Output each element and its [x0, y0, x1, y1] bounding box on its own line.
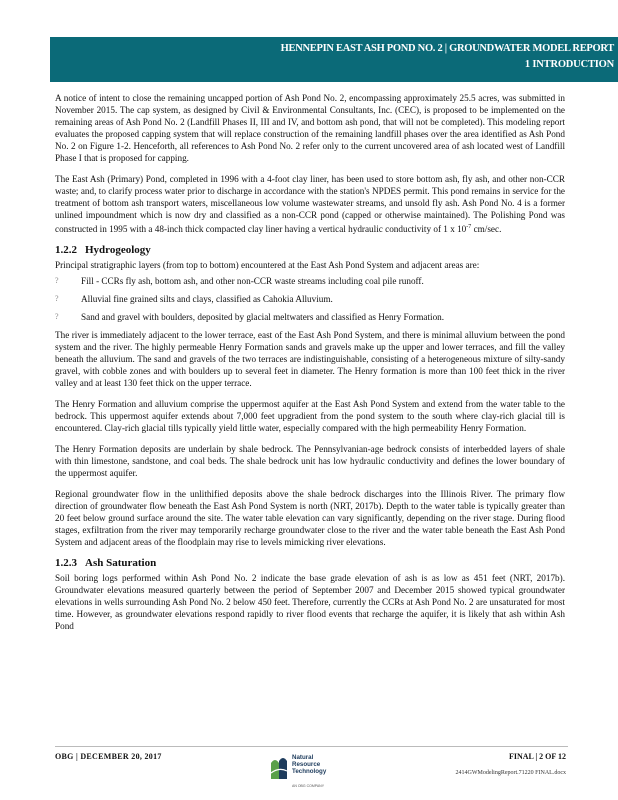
hydro-paragraph-bedrock: The Henry Formation deposits are underlain by shale bedrock. The Pennsylvanian-age bedrock consists of interbedded layers of shale with thin limestone, sandstone, and coal beds. The shale bedrock unit has low hydraulic conductivity and defines the lower boundary of the uppermost aquifer.: [55, 444, 565, 479]
report-title: HENNEPIN EAST ASH POND NO. 2 | GROUNDWATER MODEL REPORT: [280, 43, 614, 54]
footer-divider: [55, 746, 568, 747]
list-item: [55, 275, 565, 287]
logo-line: Resource: [292, 761, 321, 768]
para2-end: cm/sec.: [471, 224, 502, 235]
document-body: [55, 92, 565, 641]
heading-number: 1.2.3: [55, 557, 77, 570]
list-item-text: Alluvial fine grained silts and clays, classified as Cahokia Alluvium.: [81, 294, 333, 305]
intro-paragraph-1: A notice of intent to close the remaining uncapped portion of Ash Pond No. 2, encompassing approximately 25.5 acres, was submitted in November 2015. The cap system, as designed by Civil & Environmental Consultants, Inc. (CEC), is proposed to be implemented on the remaining areas of Ash Pond No. 2 (Landfill Phases II, III and IV, and bottom ash pond, that will not be completed). This modeling report evaluates the proposed capping system that will replace construction of the remaining landfill phases over the area identified as Ash Pond No. 2 on Figure 1-2. Henceforth, all references to Ash Pond No. 2 refer only to the current uncovered area of ash located west of Landfill Phase I that is proposed for capping.: [55, 93, 565, 163]
bullet-icon: ?: [55, 276, 59, 286]
footer-date: OBG | DECEMBER 20, 2017: [55, 752, 162, 761]
list-item: [55, 293, 565, 305]
hydro-paragraph-aquifer: The Henry Formation and alluvium comprise the uppermost aquifer at the East Ash Pond System and extend from the water table to the bedrock. This uppermost aquifer extends about 7,000 feet upgradient from the pond system to the south where clay-rich glacial till is encountered. Clay-rich glacial tills typically yield little water, especially compared with the high permeability Henry Formation.: [55, 399, 565, 434]
list-item: [55, 311, 565, 323]
list-item-text: Sand and gravel with boulders, deposited by glacial meltwaters and classified as Henry Formation.: [81, 312, 445, 323]
ash-paragraph: Soil boring logs performed within Ash Pond No. 2 indicate the base grade elevation of ash is as low as 451 feet (NRT, 2017b). Groundwater elevations measured quarterly between the period of September 2007 and December 2015 showed typical groundwater elevations in wells surrounding Ash Pond No. 2 below 450 feet. Therefore, currently the CCRs at Ash Pond No. 2 are unsaturated for most time. However, as groundwater elevations respond rapidly to river flood events that recharge the aquifer, it is likely that ash within Ash Pond: [55, 573, 565, 632]
heading-text: Hydrogeology: [85, 244, 151, 257]
hydro-paragraph-flow: Regional groundwater flow in the unlithified deposits above the shale bedrock discharges into the Illinois River. The primary flow direction of groundwater flow beneath the East Ash Pond System is north (NRT, 2017b). Depth to the water table is typically greater than 20 feet below ground surface around the site. The water table elevation can vary significantly, depending on the river stage. During flood stages, exfiltration from the river may temporarily recharge groundwater close to the river and the water table beneath the East Ash Pond System and adjacent areas of the floodplain may rise to levels mimicking river elevations.: [55, 489, 565, 548]
nrt-logo-icon: [269, 755, 289, 781]
hydro-intro: Principal stratigraphic layers (from top to bottom) encountered at the East Ash Pond System and adjacent areas are:: [55, 260, 480, 271]
hydro-paragraph-terraces: The river is immediately adjacent to the lower terrace, east of the East Ash Pond System, and there is minimal alluvium between the pond system and the river. The highly permeable Henry Formation sands and gravels make up the upper and lower terraces, and fill the valley beneath the alluvium. The sand and gravels of the two terraces are indistinguishable, consisting of a heterogeneous mixture of silty-sandy gravel, with cobble zones and with boulders up to several feet in diameter. The Henry formation is more than 100 feet thick in the river valley and at least 130 feet thick on the upper terrace.: [55, 330, 565, 389]
logo-line: Natural: [292, 754, 314, 761]
logo-line: Technology: [292, 768, 327, 775]
exponent: -7: [466, 224, 472, 230]
list-item-text: Fill - CCRs fly ash, bottom ash, and other non-CCR waste streams including coal pile runoff.: [81, 276, 424, 287]
para2-text: The East Ash (Primary) Pond, completed in 1996 with a 4-foot clay liner, has been used to store bottom ash, fly ash, and other non-CCR waste; and, to clarify process water prior to discharge in accordance with the station's NPDES permit. This pond remains in service for the treatment of bottom ash transport waters, miscellaneous low volume wastewater streams, and unsold fly ash. Ash Pond No. 4 is a former unlined impoundment which is now dry and classified as a non-CCR pond (capped or otherwise maintained). The Polishing Pond was constructed in 1995 with a 48-inch thick compacted clay liner having a vertical hydraulic conductivity of 1 x 10: [55, 174, 565, 235]
footer-filename: 2414GWModelingReport.71220 FINAL.docx: [455, 770, 566, 776]
logo-subtitle: AN OBG COMPANY: [292, 784, 325, 788]
bullet-icon: ?: [55, 294, 59, 304]
bullet-icon: ?: [55, 312, 59, 322]
heading-number: 1.2.2: [55, 244, 77, 257]
footer-page-number: FINAL | 2 OF 12: [508, 752, 566, 761]
heading-hydrogeology: [55, 244, 565, 257]
heading-text: Ash Saturation: [85, 557, 157, 570]
header-banner: [50, 37, 618, 82]
stratigraphy-list: [55, 275, 565, 323]
section-title: 1 INTRODUCTION: [524, 59, 614, 70]
heading-ash-saturation: [55, 557, 565, 570]
nrt-logo: [269, 751, 349, 791]
intro-paragraph-2: [55, 173, 565, 235]
logo-text: [292, 754, 326, 775]
